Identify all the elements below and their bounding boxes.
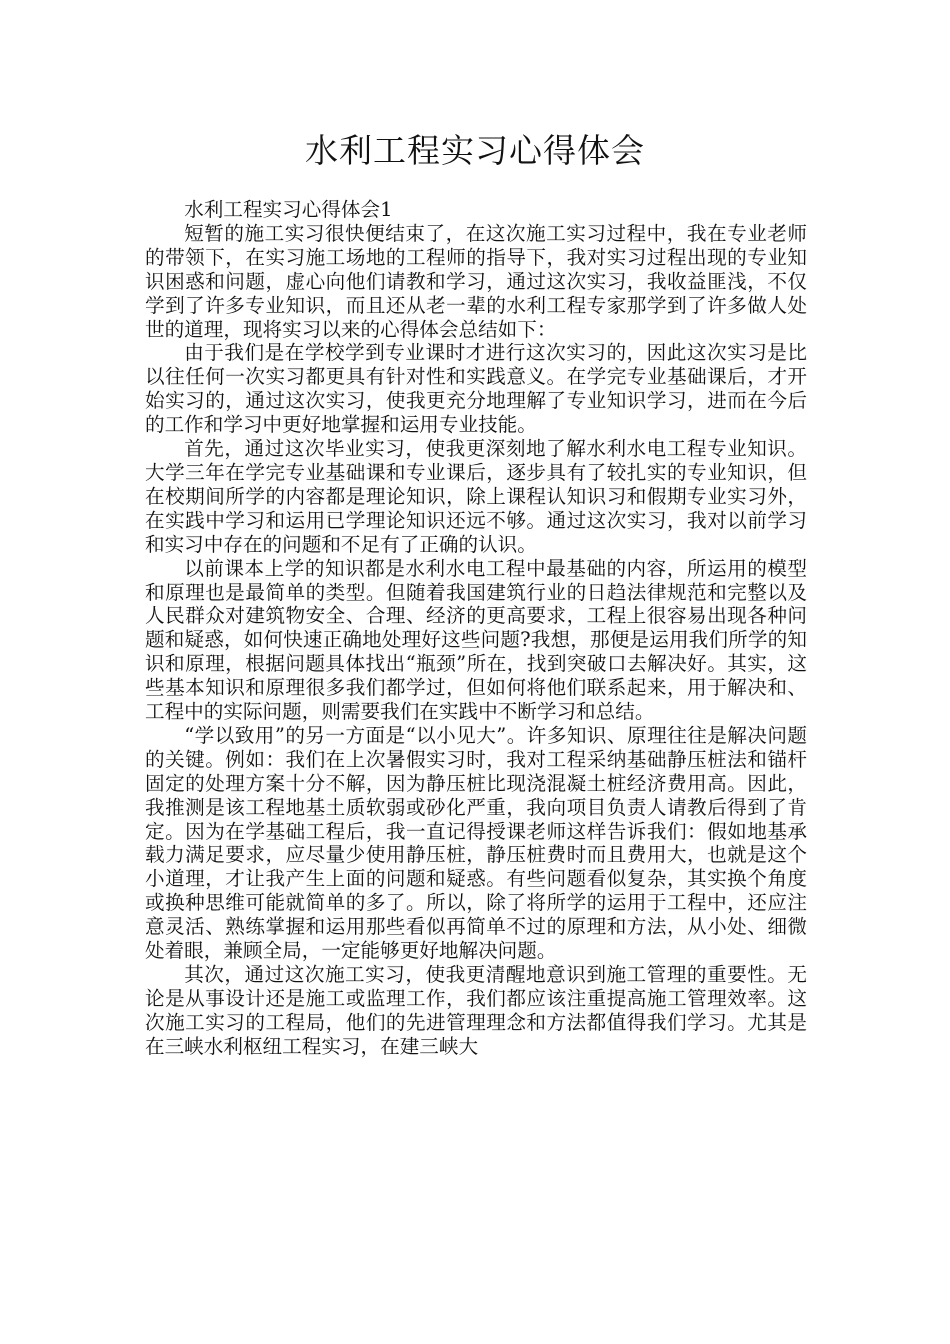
paragraph-1: 短暂的施工实习很快便结束了，在这次施工实习过程中，我在专业老师的带领下，在实习施工场地的工程师的指导下，我对实习过程出现的专业知识困惑和问题，虚心向他们请教和学习，通过这次实习，我收益匪浅，不仅学到了许多专业知识，而且还从老一辈的水利工程专家那学到了许多做人处世的道理，现将实习以来的心得体会总结如下： <box>145 221 807 341</box>
section-heading: 水利工程实习心得体会1 <box>184 198 393 221</box>
paragraph-5: “学以致用”的另一方面是“以小见大”。许多知识、原理往往是解决问题的关键。例如：我们在上次暑假实习时，我对工程采纳基础静压桩法和锚杆固定的处理方案十分不解，因为静压桩比现浇混凝土桩经济费用高。因此，我推测是该工程地基土质软弱或砂化严重，我向项目负责人请教后得到了肯定。因为在学基础工程后，我一直记得授课老师这样告诉我们：假如地基承载力满足要求，应尽量少使用静压桩，静压桩费时而且费用大，也就是这个小道理，才让我产生上面的问题和疑惑。有些问题看似复杂，其实换个角度或换种思维可能就简单的多了。所以，除了将所学的运用于工程中，还应注意灵活、熟练掌握和运用那些看似再简单不过的原理和方法，从小处、细微处着眼，兼顾全局，一定能够更好地解决问题。 <box>145 723 807 963</box>
paragraph-6: 其次，通过这次施工实习，使我更清醒地意识到施工管理的重要性。无论是从事设计还是施工或监理工作，我们都应该注重提高施工管理效率。这次施工实习的工程局，他们的先进管理理念和方法都值得我们学习。尤其是在三峡水利枢纽工程实习，在建三峡大 <box>145 963 807 1058</box>
paragraph-4: 以前课本上学的知识都是水利水电工程中最基础的内容，所运用的模型和原理也是最简单的类型。但随着我国建筑行业的日趋法律规范和完整以及人民群众对建筑物安全、合理、经济的更高要求，工程上很容易出现各种问题和疑惑，如何快速正确地处理好这些问题?我想，那便是运用我们所学的知识和原理，根据问题具体找出“瓶颈”所在，找到突破口去解决好。其实，这些基本知识和原理很多我们都学过，但如何将他们联系起来，用于解决和、工程中的实际问题，则需要我们在实践中不断学习和总结。 <box>145 556 807 724</box>
document-body <box>145 198 807 1059</box>
document-title: 水利工程实习心得体会 <box>305 131 645 170</box>
paragraph-3: 首先，通过这次毕业实习，使我更深刻地了解水利水电工程专业知识。大学三年在学完专业基础课和专业课后，逐步具有了较扎实的专业知识，但在校期间所学的内容都是理论知识，除上课程认知识习和假期专业实习外，在实践中学习和运用已学理论知识还远不够。通过这次实习，我对以前学习和实习中存在的问题和不足有了正确的认识。 <box>145 437 807 556</box>
paragraph-2: 由于我们是在学校学到专业课时才进行这次实习的，因此这次实习是比以往任何一次实习都更具有针对性和实践意义。在学完专业基础课后，才开始实习的，通过这次实习，使我更充分地理解了专业知识学习，进而在今后的工作和学习中更好地掌握和运用专业技能。 <box>145 341 807 437</box>
